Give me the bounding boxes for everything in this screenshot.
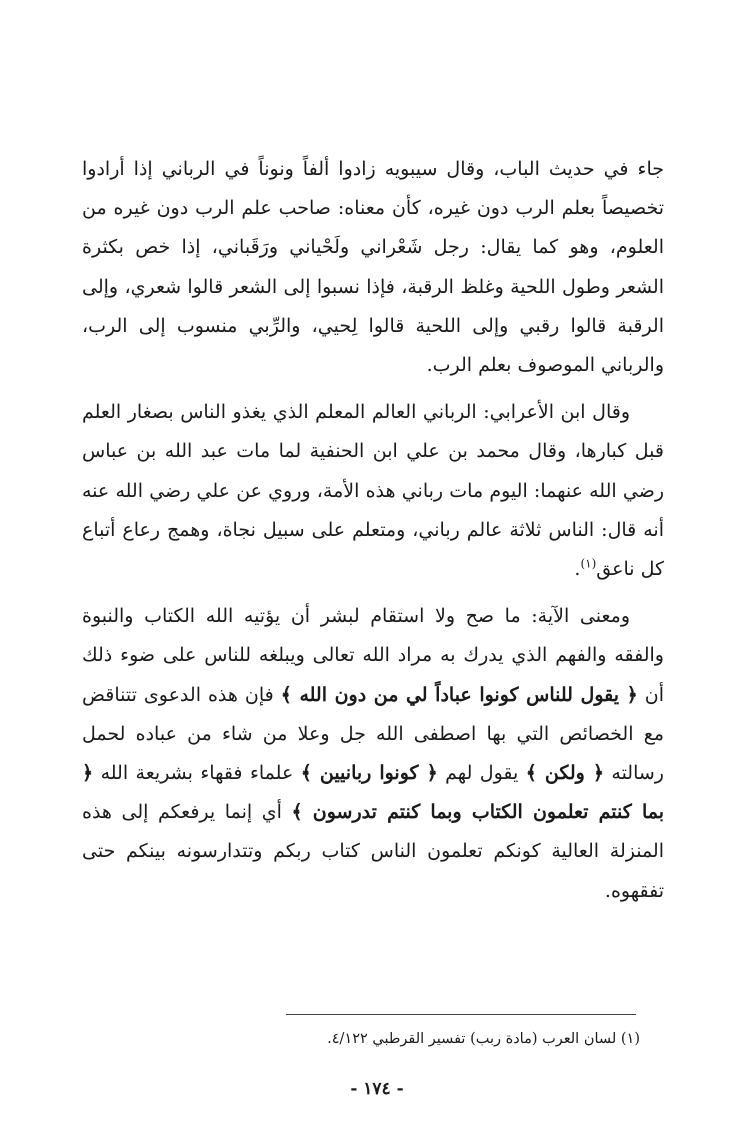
footnote-marker[interactable]: (١) [580,556,597,571]
quran-quote-4: ﴿ بما كنتم تعلمون الكتاب وبما كنتم تدرسون ﴾ [82,762,665,824]
quran-quote-2: ﴿ ولكن ﴾ [525,762,604,785]
paragraph-1: جاء في حديث الباب، وقال سيبويه زادوا ألفاً ونوناً في الرباني إذا أرادوا تخصيصاً بعلم الرب دون غيره، كأن معناه: صاحب علم الرب دون غيره من العلوم، وهو كما يقال: رجل شَعْراني ولَحْياني ورَقَباني، إذا خص بكثرة الشعر وطول اللحية وغلظ الرقبة، فإذا نسبوا إلى الشعر قالوا شعري، وإلى الرقبة قالوا رقبي وإلى اللحية قالوا لِحيي، والرِّبي منسوب إلى الرب، والرباني الموصوف بعلم الرب. [82,158,664,377]
quran-quote-1: ﴿ يقول للناس كونوا عباداً لي من دون الله ﴾ [280,683,638,706]
page-number: - ١٧٤ - [350,1079,404,1099]
footnote-divider [286,1014,636,1015]
paragraph-2 [82,393,664,589]
paragraph-3-text-5: أي إنما يرفعكم إلى هذه المنزلة العالية كونكم تعلمون الناس كتاب ربكم وتتدارسونه بينكم حتى تفقهوه. [82,801,664,902]
paragraph-2-text: وقال ابن الأعرابي: الرباني العالم المعلم الذي يغذو الناس بصغار العلم قبل كبارها، وقال محمد بن علي ابن الحنفية لما مات عبد الله بن عباس رضي الله عنهما: اليوم مات رباني هذه الأمة، وروي عن علي رضي الله عنه أنه قال: الناس ثلاثة عالم رباني، ومتعلم على سبيل نجاة، وهمج رعاع أتباع كل ناعق [82,401,664,581]
paragraph-2-end: . [574,558,581,581]
paragraph-3-text-1: ومعنى الآية: ما صح ولا استقام لبشر أن يؤتيه الله الكتاب والنبوة والفقه والفهم الذي يدرك به مراد الله تعالى ويبلغه للناس على ضوء ذلك أن [82,605,664,706]
main-text [82,150,664,911]
footnote [280,1028,640,1050]
paragraph-3 [82,597,664,911]
footnote-number: (١) [620,1031,640,1047]
paragraph-3-text-3: يقول لهم [437,762,526,785]
paragraph-3-text-2: فإن هذه الدعوى تتناقض مع الخصائص التي بها اصطفى الله جل وعلا من شاء من عباده لحمل رسالته [82,683,664,785]
quran-quote-3: ﴿ كونوا ربانيين ﴾ [300,762,438,785]
footnote-text: لسان العرب (مادة ربب) تفسير القرطبي ٤/١٢٢. [327,1031,617,1047]
paragraph-3-text-4: علماء فقهاء بشريعة الله [93,762,301,785]
